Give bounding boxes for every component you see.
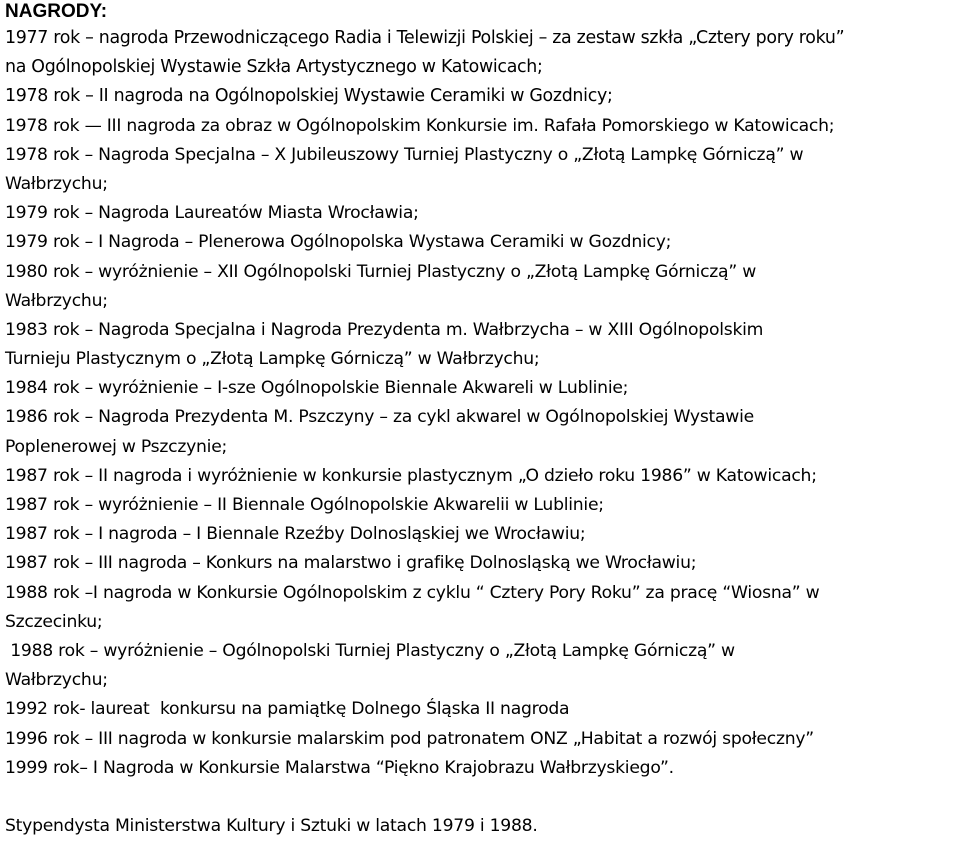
- award-line: 1978 rok – II nagroda na Ogólnopolskiej Wystawie Ceramiki w Gozdnicy;: [5, 86, 613, 107]
- award-line: 1999 rok– I Nagroda w Konkursie Malarstwa “Piękno Krajobrazu Wałbrzyskiego”.: [5, 757, 674, 778]
- award-line: 1983 rok – Nagroda Specjalna i Nagroda Prezydenta m. Wałbrzycha – w XIII Ogólnopolskim: [5, 319, 764, 340]
- award-line: 1988 rok –I nagroda w Konkursie Ogólnopolskim z cyklu “ Cztery Pory Roku” za pracę “Wiosna” w: [5, 582, 820, 603]
- award-line: 1987 rok – III nagroda – Konkurs na malarstwo i grafikę Dolnosląską we Wrocławiu;: [5, 553, 697, 574]
- award-line: Poplenerowej w Pszczynie;: [5, 436, 228, 457]
- award-line: 1977 rok – nagroda Przewodniczącego Radia i Telewizji Polskiej – za zestaw szkła „Cztery pory roku”: [5, 28, 845, 48]
- award-line: na Ogólnopolskiej Wystawie Szkła Artystycznego w Katowicach;: [5, 57, 543, 78]
- award-line: 1984 rok – wyróżnienie – I-sze Ogólnopolskie Biennale Akwareli w Lublinie;: [5, 378, 629, 399]
- award-line: 1978 rok — III nagroda za obraz w Ogólnopolskim Konkursie im. Rafała Pomorskiego w Katowicach;: [5, 115, 835, 136]
- scholarship-note: Stypendysta Ministerstwa Kultury i Sztuki w latach 1979 i 1988.: [5, 816, 538, 837]
- award-line: 1987 rok – wyróżnienie – II Biennale Ogólnopolskie Akwarelii w Lublinie;: [5, 495, 604, 515]
- award-line: 1988 rok – wyróżnienie – Ogólnopolski Turniej Plastyczny o „Złotą Lampkę Górniczą” w: [5, 640, 735, 661]
- award-line: Szczecinku;: [5, 611, 103, 632]
- award-line: 1979 rok – Nagroda Laureatów Miasta Wrocławia;: [5, 203, 419, 224]
- award-line: Wałbrzychu;: [5, 173, 108, 194]
- awards-document: [5, 0, 957, 842]
- award-line: 1987 rok – II nagroda i wyróżnienie w konkursie plastycznym „O dzieło roku 1986” w Katowicach;: [5, 465, 817, 486]
- award-line: 1978 rok – Nagroda Specjalna – X Jubileuszowy Turniej Plastyczny o „Złotą Lampkę Górniczą” w: [5, 144, 804, 165]
- award-line: 1980 rok – wyróżnienie – XII Ogólnopolski Turniej Plastyczny o „Złotą Lampkę Górniczą” w: [5, 261, 757, 282]
- award-line: 1996 rok – III nagroda w konkursie malarskim pod patronatem ONZ „Habitat a rozwój społeczny”: [5, 728, 814, 749]
- award-line: Wałbrzychu;: [5, 670, 108, 691]
- award-line: 1979 rok – I Nagroda – Plenerowa Ogólnopolska Wystawa Ceramiki w Gozdnicy;: [5, 232, 672, 253]
- award-line: 1986 rok – Nagroda Prezydenta M. Pszczyny – za cykl akwarel w Ogólnopolskiej Wystawie: [5, 407, 754, 428]
- award-line: 1992 rok- laureat konkursu na pamiątkę Dolnego Śląska II nagroda: [5, 699, 570, 720]
- spacer: [5, 783, 957, 813]
- award-line: Turnieju Plastycznym o „Złotą Lampkę Górniczą” w Wałbrzychu;: [5, 349, 540, 370]
- section-heading: NAGRODY:: [5, 1, 108, 22]
- award-line: Wałbrzychu;: [5, 290, 108, 311]
- award-line: 1987 rok – I nagroda – I Biennale Rzeźby Dolnosląskiej we Wrocławiu;: [5, 524, 586, 545]
